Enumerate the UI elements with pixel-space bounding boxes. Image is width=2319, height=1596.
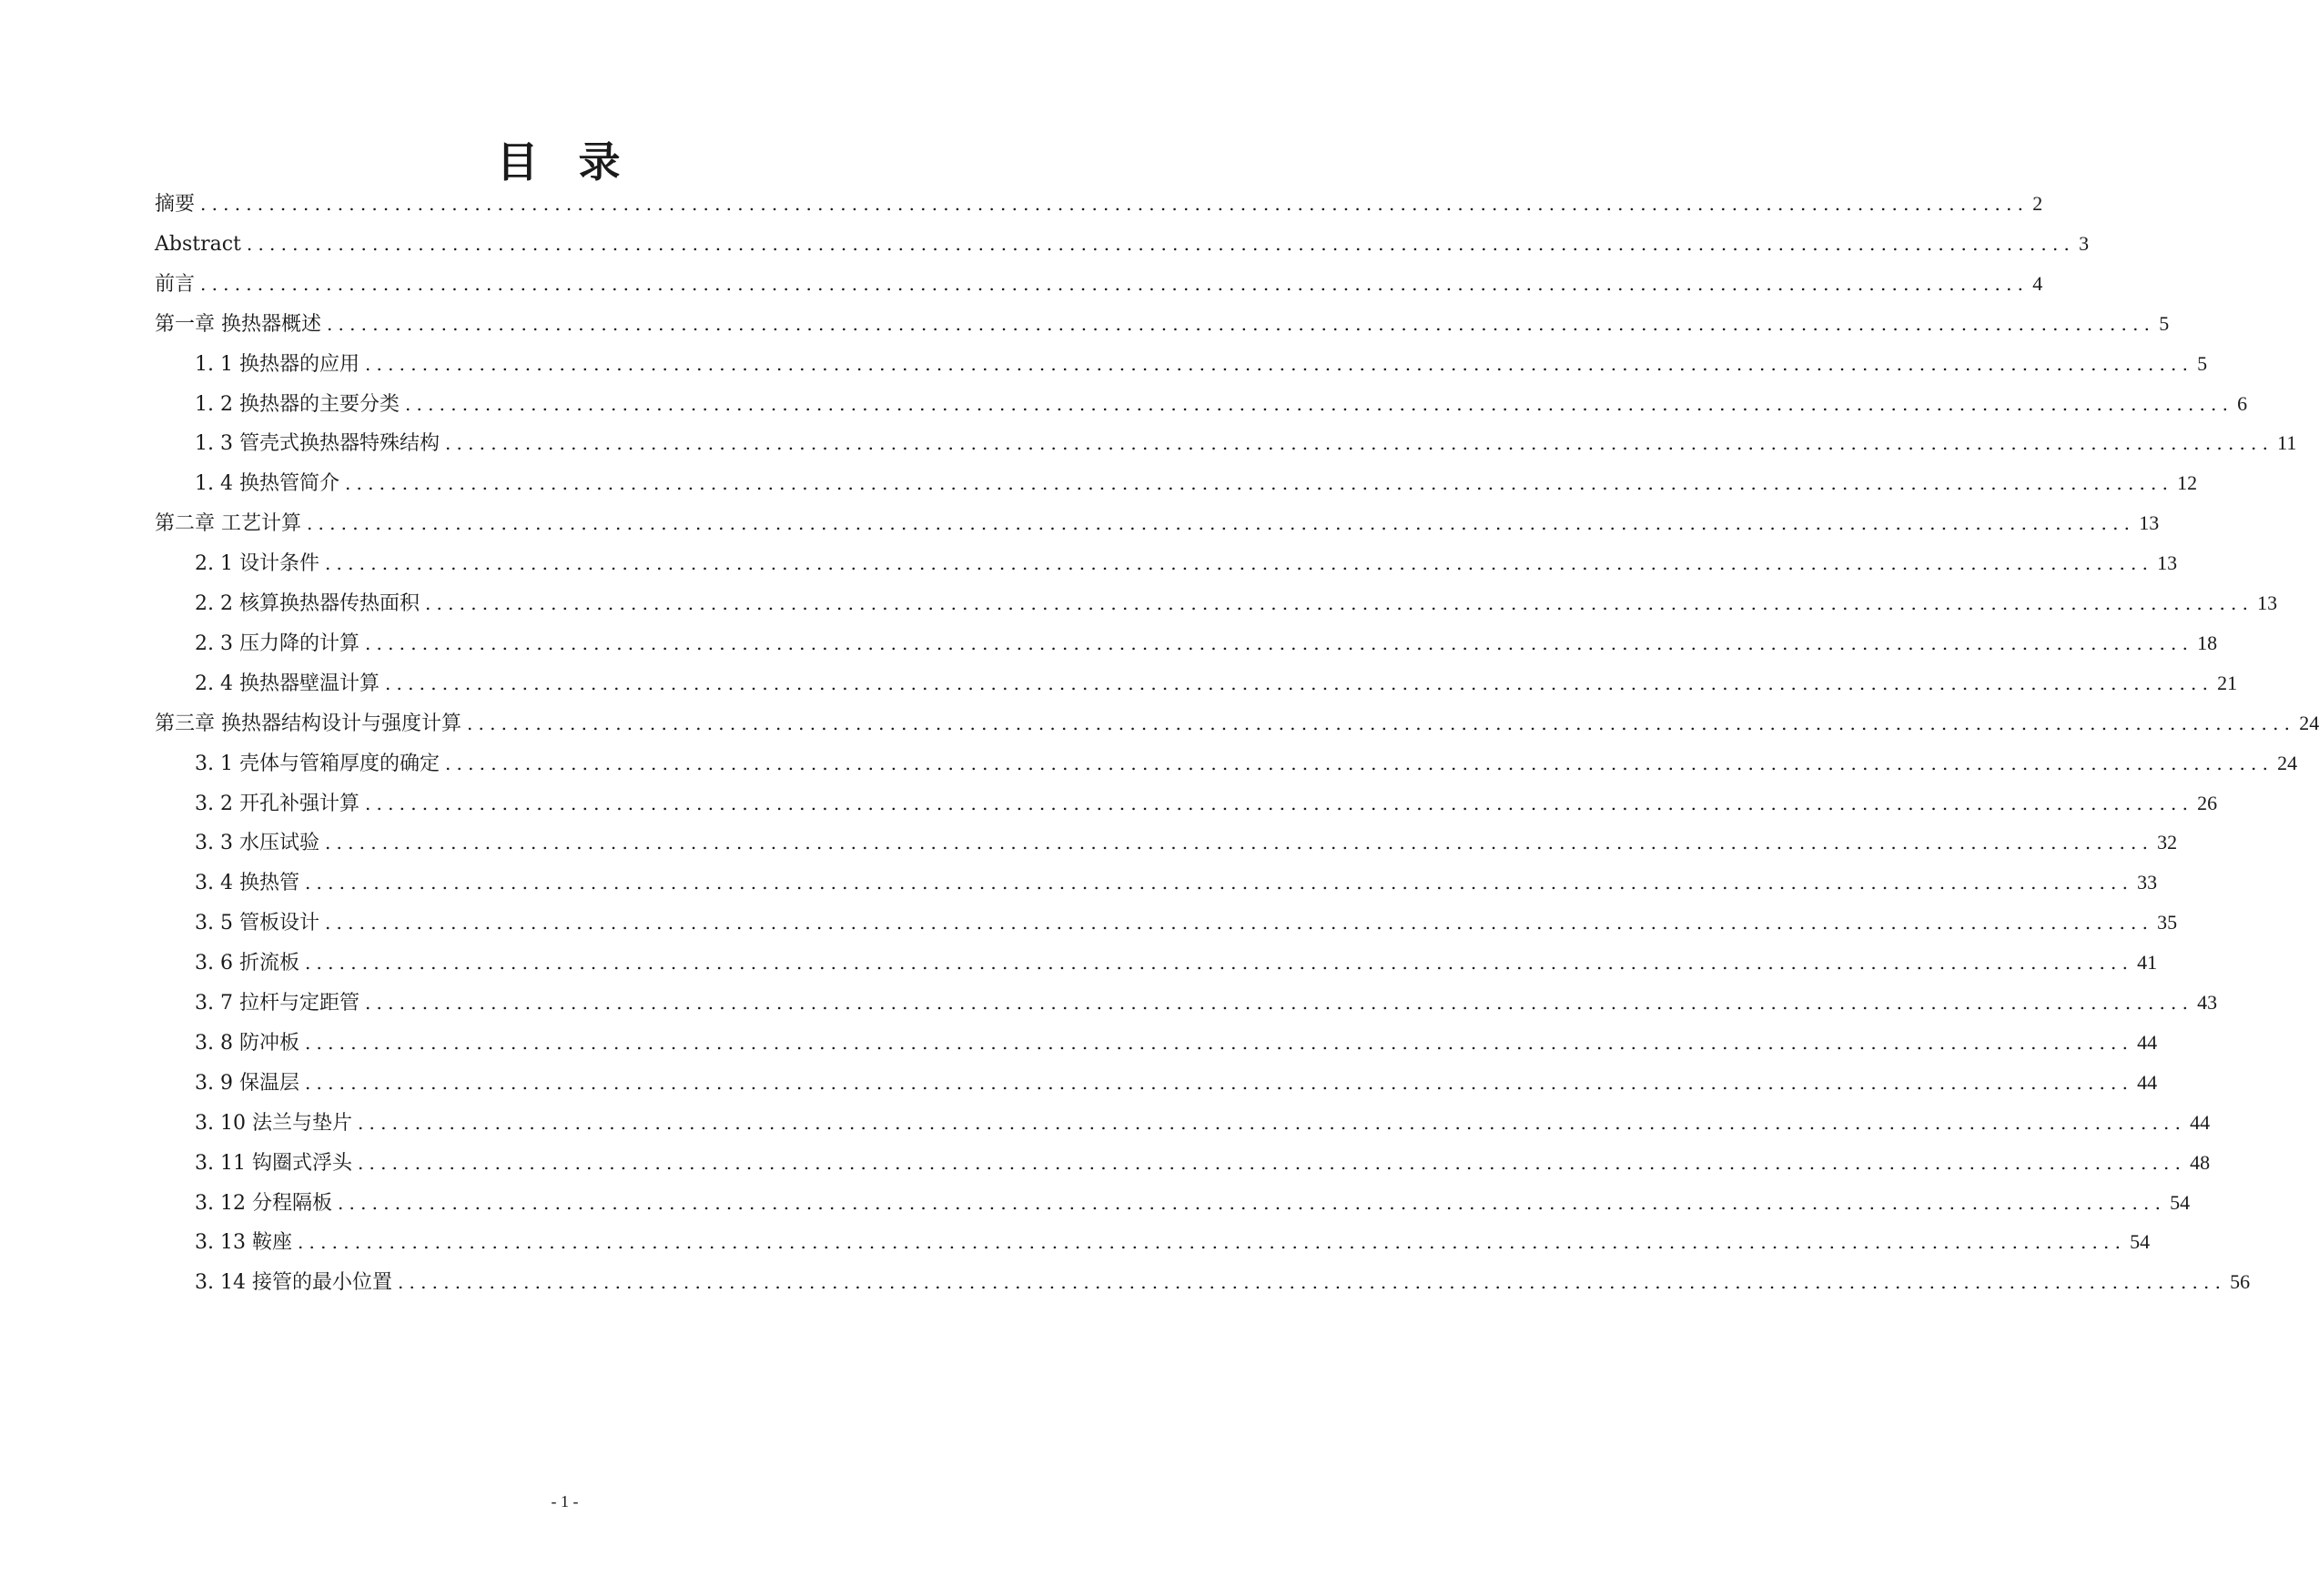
toc-entry-page: 44 <box>2190 1110 2211 1134</box>
toc-entry[interactable] <box>195 826 2178 859</box>
page-number: - 1 - <box>551 1492 579 1510</box>
toc-dot-leader: ................................................................................................................................................................ <box>337 1191 2167 1214</box>
toc-entry[interactable] <box>155 308 2170 340</box>
toc-entry[interactable] <box>155 507 2160 540</box>
toc-dot-leader: ................................................................................................................................................................ <box>200 272 2030 295</box>
toc-entry-page: 4 <box>2032 271 2043 295</box>
toc-entry[interactable] <box>195 1066 2158 1099</box>
toc-entry-page: 3 <box>2079 231 2090 255</box>
toc-entry[interactable] <box>195 906 2178 939</box>
toc-dot-leader: ................................................................................................................................................................ <box>297 1231 2127 1254</box>
toc-dot-leader: ................................................................................................................................................................ <box>444 752 2274 774</box>
toc-dot-leader: ................................................................................................................................................................ <box>324 832 2154 854</box>
toc-entry[interactable] <box>195 467 2198 500</box>
toc-entry-label: Abstract <box>155 232 241 256</box>
toc-entry-page: 41 <box>2137 951 2158 975</box>
toc-entry-label: 1. 4 换热管简介 <box>195 472 339 496</box>
toc-dot-leader: ................................................................................................................................................................ <box>324 552 2154 575</box>
toc-entry-page: 12 <box>2177 471 2198 495</box>
toc-entry-label: 3. 1 壳体与管箱厚度的确定 <box>195 752 440 775</box>
toc-entry[interactable] <box>195 587 2278 620</box>
toc-entry-page: 48 <box>2190 1150 2211 1174</box>
toc-dot-leader: ................................................................................................................................................................ <box>324 912 2154 934</box>
toc-entry-label: 2. 4 换热器壁温计算 <box>195 672 380 695</box>
toc-entry-page: 2 <box>2032 192 2043 215</box>
toc-entry-label: 3. 13 鞍座 <box>195 1231 292 1255</box>
toc-entry-label: 第二章 工艺计算 <box>155 512 301 536</box>
toc-entry-label: 3. 12 分程隔板 <box>195 1191 332 1215</box>
toc-entry-label: 3. 2 开孔补强计算 <box>195 792 359 815</box>
toc-entry-page: 26 <box>2197 791 2218 814</box>
toc-entry[interactable] <box>155 227 2090 260</box>
toc-entry-page: 24 <box>2299 711 2319 734</box>
toc-entry[interactable] <box>195 1266 2251 1298</box>
toc-entry-label: 摘要 <box>155 193 196 216</box>
toc-entry[interactable] <box>195 667 2238 700</box>
toc-entry-label: 2. 3 压力降的计算 <box>195 631 359 655</box>
toc-entry-page: 13 <box>2139 511 2160 535</box>
toc-dot-leader: ................................................................................................................................................................ <box>246 232 2076 255</box>
toc-entry-page: 54 <box>2130 1230 2151 1254</box>
toc-entry-label: 2. 2 核算换热器传热面积 <box>195 592 420 615</box>
toc-dot-leader: ................................................................................................................................................................ <box>357 1151 2187 1174</box>
toc-entry-label: 1. 2 换热器的主要分类 <box>195 392 400 416</box>
page-title: 目 录 <box>496 137 633 187</box>
toc-entry[interactable] <box>195 1106 2211 1139</box>
toc-dot-leader: ................................................................................................................................................................ <box>384 672 2214 694</box>
toc-entry-page: 32 <box>2157 831 2178 854</box>
toc-dot-leader: ................................................................................................................................................................ <box>424 592 2254 614</box>
toc-entry-page: 21 <box>2217 671 2238 694</box>
toc-entry[interactable] <box>195 747 2298 780</box>
toc-entry-label: 1. 3 管壳式换热器特殊结构 <box>195 432 440 456</box>
toc-dot-leader: ................................................................................................................................................................ <box>364 992 2194 1014</box>
toc-dot-leader: ................................................................................................................................................................ <box>357 1111 2187 1134</box>
toc-entry-page: 6 <box>2237 391 2248 415</box>
toc-entry[interactable] <box>195 627 2218 660</box>
toc-entry[interactable] <box>155 707 2319 740</box>
toc-entry-label: 3. 7 拉杆与定距管 <box>195 992 359 1015</box>
toc-entry[interactable] <box>155 268 2043 300</box>
toc-entry[interactable] <box>195 1187 2191 1219</box>
toc-entry[interactable] <box>195 388 2248 420</box>
toc-entry[interactable] <box>195 866 2158 899</box>
toc-entry-page: 44 <box>2137 1030 2158 1054</box>
toc-dot-leader: ................................................................................................................................................................ <box>404 392 2234 415</box>
toc-entry[interactable] <box>195 1146 2211 1179</box>
toc-entry-page: 24 <box>2277 751 2298 774</box>
toc-entry[interactable] <box>195 1026 2158 1059</box>
toc-dot-leader: ................................................................................................................................................................ <box>307 512 2136 535</box>
toc-entry-page: 13 <box>2257 591 2278 614</box>
toc-entry-label: 3. 8 防冲板 <box>195 1031 299 1055</box>
toc-entry-label: 3. 9 保温层 <box>195 1071 299 1095</box>
toc-entry-label: 3. 10 法兰与垫片 <box>195 1111 352 1135</box>
toc-dot-leader: ................................................................................................................................................................ <box>327 312 2156 335</box>
toc-entry[interactable] <box>195 1226 2151 1258</box>
toc-entry-label: 1. 1 换热器的应用 <box>195 352 359 376</box>
toc-dot-leader: ................................................................................................................................................................ <box>344 472 2174 495</box>
toc-dot-leader: ................................................................................................................................................................ <box>364 352 2194 375</box>
toc-entry-page: 13 <box>2157 551 2178 575</box>
toc-dot-leader: ................................................................................................................................................................ <box>304 1031 2134 1054</box>
toc-entry-label: 3. 6 折流板 <box>195 952 299 975</box>
toc-entry-label: 第三章 换热器结构设计与强度计算 <box>155 712 461 735</box>
toc-dot-leader: ................................................................................................................................................................ <box>304 1071 2134 1094</box>
toc-entry[interactable] <box>195 348 2208 380</box>
toc-entry[interactable] <box>155 187 2043 220</box>
toc-entry-label: 2. 1 设计条件 <box>195 552 319 576</box>
toc-entry-page: 35 <box>2157 911 2178 934</box>
toc-entry[interactable] <box>195 427 2297 460</box>
toc-entry-page: 11 <box>2277 431 2297 455</box>
toc-entry-label: 3. 14 接管的最小位置 <box>195 1271 392 1295</box>
toc-entry-label: 3. 3 水压试验 <box>195 832 319 855</box>
toc-entry-label: 3. 5 管板设计 <box>195 912 319 935</box>
toc-entry-label: 前言 <box>155 272 196 296</box>
toc-dot-leader: ................................................................................................................................................................ <box>200 193 2030 215</box>
toc-entry-page: 5 <box>2159 311 2170 335</box>
toc-entry-label: 第一章 换热器概述 <box>155 312 321 336</box>
toc-dot-leader: ................................................................................................................................................................ <box>304 952 2134 975</box>
toc-entry-page: 44 <box>2137 1070 2158 1094</box>
toc-entry-label: 3. 11 钩圈式浮头 <box>195 1151 352 1175</box>
toc-entry-label: 3. 4 换热管 <box>195 872 299 895</box>
toc-entry-page: 54 <box>2170 1190 2191 1214</box>
toc-dot-leader: ................................................................................................................................................................ <box>397 1271 2227 1294</box>
toc-dot-leader: ................................................................................................................................................................ <box>364 792 2194 814</box>
toc-entry[interactable] <box>195 547 2178 580</box>
toc-dot-leader: ................................................................................................................................................................ <box>364 631 2194 654</box>
toc-entry-page: 5 <box>2197 351 2208 375</box>
toc-dot-leader: ................................................................................................................................................................ <box>467 712 2296 734</box>
toc-dot-leader: ................................................................................................................................................................ <box>444 432 2274 455</box>
toc-entry-page: 33 <box>2137 871 2158 894</box>
toc-entry-page: 56 <box>2230 1270 2251 1294</box>
toc-entry-page: 18 <box>2197 631 2218 654</box>
toc-entry[interactable] <box>195 946 2158 979</box>
toc-dot-leader: ................................................................................................................................................................ <box>304 872 2134 894</box>
toc-entry-page: 43 <box>2197 991 2218 1014</box>
toc-entry[interactable] <box>195 986 2218 1019</box>
toc-entry[interactable] <box>195 787 2218 820</box>
